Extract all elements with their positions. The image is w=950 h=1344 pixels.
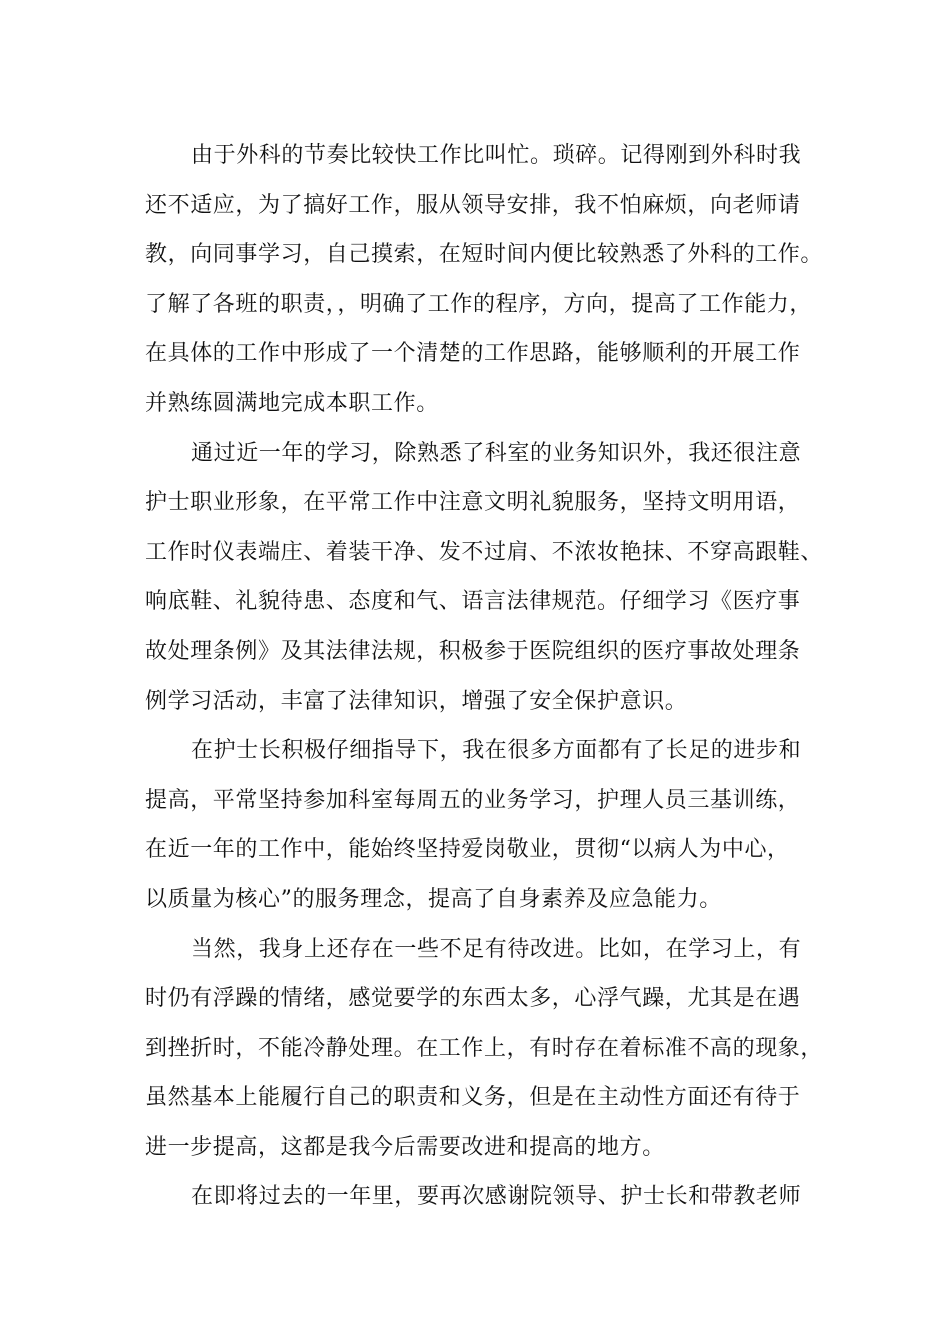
text-line: 工作时仪表端庄、着装干净、发不过肩、不浓妆艳抹、不穿高跟鞋、 (145, 539, 824, 565)
text-line: 以质量为核心”的服务理念，提高了自身素养及应急能力。 (145, 886, 722, 912)
document-body (145, 131, 825, 1222)
text-line: 响底鞋、礼貌待患、态度和气、语言法律规范。仔细学习《医疗事 (145, 589, 801, 615)
text-line: 当然，我身上还存在一些不足有待改进。比如，在学习上，有 (191, 936, 802, 962)
text-line: 护士职业形象，在平常工作中注意文明礼貌服务，坚持文明用语， (145, 490, 801, 516)
text-line: 并熟练圆满地完成本职工作。 (145, 390, 439, 416)
text-line: 虽然基本上能履行自己的职责和义务，但是在主动性方面还有待于 (145, 1085, 801, 1111)
text-line: 教，向同事学习，自己摸索，在短时间内便比较熟悉了外科的工作。 (145, 242, 824, 268)
text-line: 例学习活动，丰富了法律知识，增强了安全保护意识。 (145, 688, 688, 714)
text-line: 由于外科的节奏比较快工作比叫忙。琐碎。记得刚到外科时我 (191, 143, 802, 168)
text-line: 在护士长积极仔细指导下，我在很多方面都有了长足的进步和 (191, 738, 802, 764)
text-line: 在近一年的工作中，能始终坚持爱岗敬业，贯彻“以病人为中心， (145, 837, 790, 863)
text-line: 在即将过去的一年里，要再次感谢院领导、护士长和带教老师 (191, 1184, 802, 1210)
text-line: 故处理条例》及其法律法规，积极参于医院组织的医疗事故处理条 (145, 638, 801, 664)
text-line: 通过近一年的学习，除熟悉了科室的业务知识外，我还很注意 (191, 440, 802, 466)
text-line: 进一步提高，这都是我今后需要改进和提高的地方。 (145, 1134, 665, 1160)
text-line: 提高，平常坚持参加科室每周五的业务学习，护理人员三基训练， (145, 787, 801, 813)
text-line: 还不适应，为了搞好工作，服从领导安排，我不怕麻烦，向老师请 (145, 192, 801, 218)
text-line: 到挫折时，不能冷静处理。在工作上，有时存在着标准不高的现象， (145, 1035, 824, 1061)
text-line: 了解了各班的职责，，明确了工作的程序，方向，提高了工作能力， (145, 291, 813, 317)
text-line: 在具体的工作中形成了一个清楚的工作思路，能够顺利的开展工作 (145, 341, 801, 367)
text-line: 时仍有浮躁的情绪，感觉要学的东西太多，心浮气躁，尤其是在遇 (145, 986, 801, 1012)
